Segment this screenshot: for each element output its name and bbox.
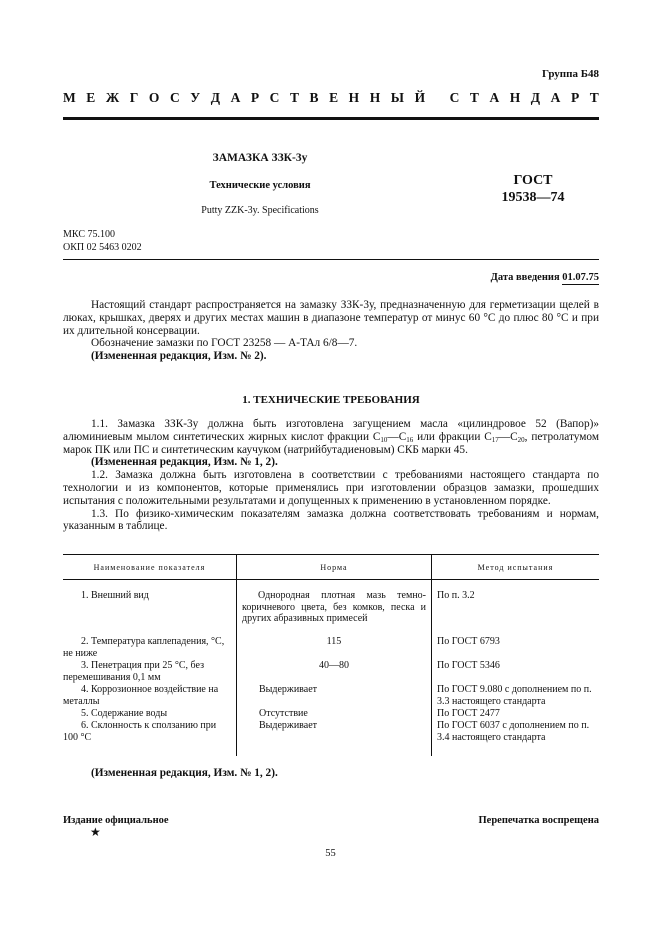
table-row-name: 4. Коррозионное воздействие на металлы (63, 684, 219, 707)
table-row-method: По ГОСТ 6037 с дополнением по п. 3.4 настоящего стандарта (437, 720, 590, 743)
heading-rule (63, 117, 599, 120)
change-note: (Измененная редакция, Изм. № 2). (91, 350, 267, 363)
clause-1-2: 1.2. Замазка должна быть изготовлена в соответствии с требованиями настоящего стандарта по технологии и из компонентов, которые применялись при изготовлении образцов замазки, прошедших испытания с положительными результатами и допущенных к применению в установленном порядке. (63, 469, 599, 507)
table-row-norm: Однородная плотная мазь темно-коричневого цвета, без комков, песка и других абразивных примесей (242, 590, 426, 624)
heading-letter: Н (509, 90, 521, 105)
intro-date-value: 01.07.75 (562, 272, 599, 283)
table-row-method: По ГОСТ 5346 (437, 660, 500, 671)
intro-date-label: Дата введения (490, 272, 560, 283)
page-number: 55 (325, 848, 336, 859)
table-header-name: Наименование показателя (93, 563, 206, 572)
table-row-name: 6. Склонность к сползанию при 100 °С (63, 720, 217, 743)
change-note: (Измененная редакция, Изм. № 1, 2). (91, 456, 278, 469)
okp-code: ОКП 02 5463 0202 (63, 241, 142, 253)
heading-letter: Т (589, 90, 599, 105)
heading-letter: Н (348, 90, 360, 105)
star-icon: ★ (90, 825, 101, 839)
gost-number: 19538—74 (501, 190, 565, 205)
codes-rule (63, 259, 599, 260)
heading-letter: С (169, 90, 180, 105)
heading-letter: О (148, 90, 160, 105)
heading-letter: Ы (390, 90, 405, 105)
document-title: ЗАМАЗКА ЗЗК-3у (212, 152, 308, 164)
table-row-method: По ГОСТ 2477 (437, 708, 500, 719)
designation-paragraph: Обозначение замазки по ГОСТ 23258 — А-ТАл 6/8—7. (91, 337, 358, 350)
table-row-name: 3. Пенетрация при 25 °С, без перемешивания 0,1 мм (63, 660, 205, 683)
heading-letter: В (309, 90, 319, 105)
table-row-method: По ГОСТ 9.080 с дополнением по п. 3.3 настоящего стандарта (437, 684, 592, 707)
table-row-method: По ГОСТ 6793 (437, 636, 500, 647)
heading-letter: Р (250, 90, 260, 105)
clause-1-3: 1.3. По физико-химическим показателям замазка должна соответствовать требованиям и нормам, указанным в таблице. (63, 507, 599, 533)
heading-letter: У (190, 90, 201, 105)
table-row-method: По п. 3.2 (437, 590, 475, 601)
table-row-norm: 115 (326, 636, 342, 647)
heading-letter: С (269, 90, 280, 105)
table-row-name: 2. Температура каплепадения, °С, не ниже (63, 636, 225, 659)
mks-code: МКС 75.100 (63, 229, 115, 240)
table-col-divider (236, 554, 237, 756)
table-header-norm: Норма (320, 563, 348, 572)
heading-letter: Т (289, 90, 299, 105)
heading-letter: А (550, 90, 561, 105)
heading-letter (436, 90, 439, 106)
official-edition: Издание официальное (63, 815, 169, 826)
heading-letter: Т (469, 90, 479, 105)
table-row-name: 5. Содержание воды (81, 708, 168, 719)
heading-letter: С (449, 90, 460, 105)
heading-letter: Р (570, 90, 580, 105)
heading-letter: Ж (105, 90, 120, 105)
heading-letter: А (230, 90, 241, 105)
gost-label: ГОСТ (513, 173, 553, 188)
intro-block (63, 299, 599, 363)
heading-letter: Н (369, 90, 381, 105)
table-row-name: 1. Внешний вид (81, 590, 149, 601)
gost-designation (478, 172, 588, 206)
table-header-method: Метод испытания (477, 563, 554, 572)
table-header-rule (63, 579, 599, 580)
heading-letter: Е (86, 90, 96, 105)
group-code: Группа Б48 (542, 68, 599, 80)
section1-body (63, 418, 599, 533)
table-row-norm: Выдерживает (259, 720, 318, 731)
heading-letter: Д (530, 90, 541, 105)
table-col-divider (431, 554, 432, 756)
heading-letter: Й (414, 90, 426, 105)
interstate-standard-heading (63, 90, 599, 106)
heading-letter: М (63, 90, 76, 105)
classification-codes (63, 229, 142, 254)
section-title: 1. ТЕХНИЧЕСКИЕ ТРЕБОВАНИЯ (242, 394, 420, 406)
intro-paragraph: Настоящий стандарт распространяется на замазку ЗЗК-3у, предназначенную для герметизации щелей в люках, крышках, дверях и других местах машин в диапазоне температур от минус 60 °С до плюс 80 °С и при их длительной консервации. (63, 299, 599, 337)
table-row-norm: Выдерживает (259, 684, 318, 695)
heading-letter: Е (329, 90, 339, 105)
table-row-norm: Отсутствие (259, 708, 308, 719)
heading-letter: А (489, 90, 500, 105)
heading-letter: Д (210, 90, 221, 105)
reprint-notice: Перепечатка воспрещена (478, 815, 599, 826)
document-subtitle: Технические условия (209, 180, 311, 191)
clause-1-1: 1.1. Замазка ЗЗК-3у должна быть изготовлена загущением масла «цилиндровое 52 (Вапор)» алюминиевым мылом синтетических жирных кислот фракции $С_{10}—С_{16}$ или фракции $С_{17}—С_{20}$, петролатумом марок ПК или ПС и синтетическим каучуком (натрийбутадиеновым) СКБ марки 45. (63, 418, 599, 456)
english-title: Putty ZZK-3y. Specifications (201, 205, 319, 216)
change-note: (Измененная редакция, Изм. № 1, 2). (91, 767, 278, 779)
intro-date (491, 272, 599, 283)
table-top-rule (63, 554, 599, 555)
heading-letter: Г (129, 90, 139, 105)
table-row-norm: 40—80 (319, 660, 349, 671)
